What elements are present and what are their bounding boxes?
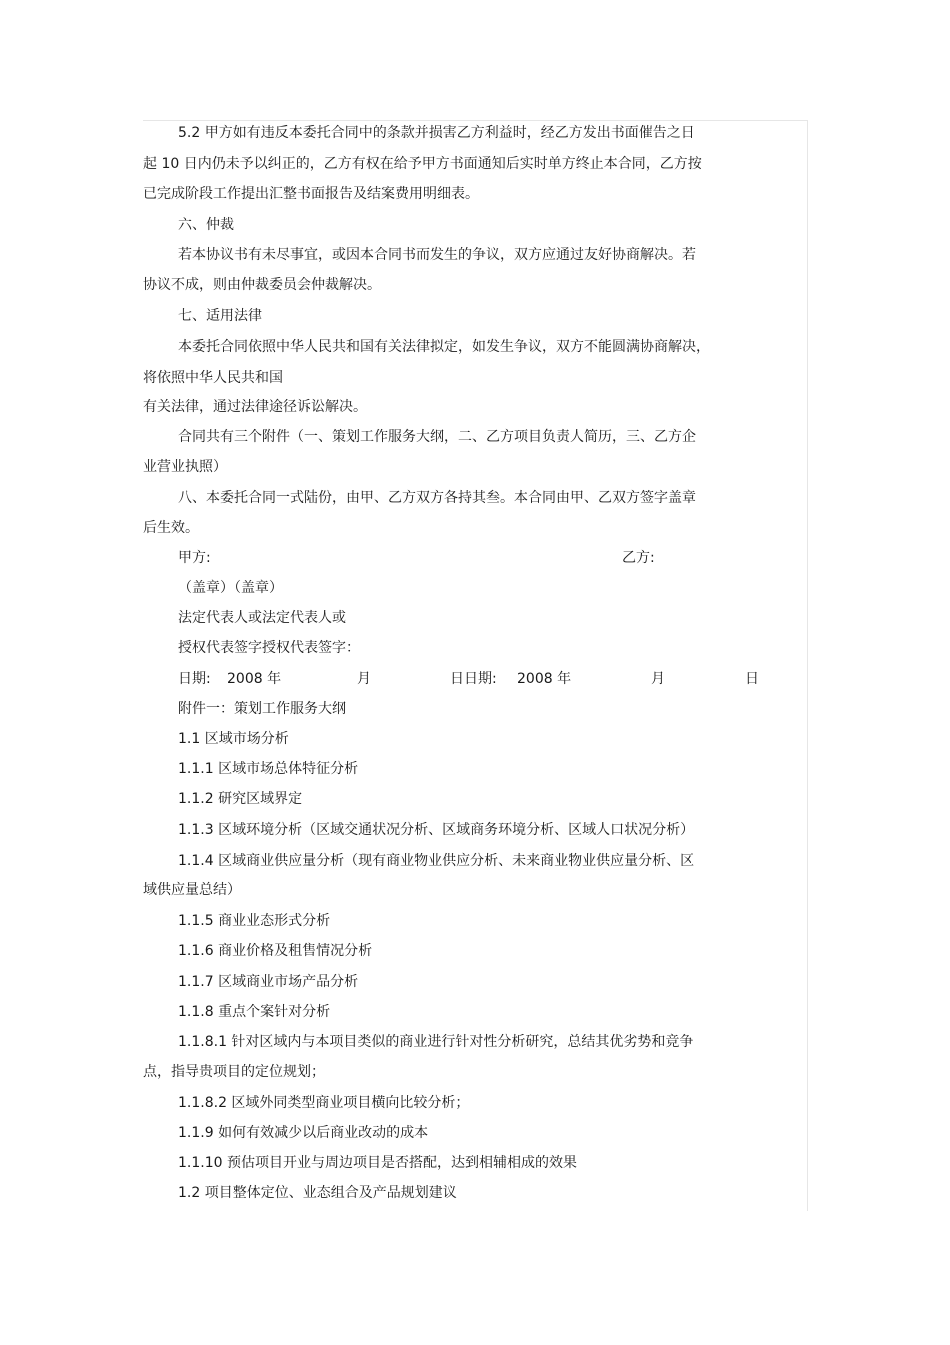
text-line: 法定代表人或法定代表人或 — [178, 610, 346, 626]
text-line: 八、本委托合同一式陆份，由甲、乙方双方各持其叁。本合同由甲、乙双方签字盖章 — [178, 490, 696, 506]
text-line: 1.1.8.2 区域外同类型商业项目横向比较分析； — [178, 1095, 470, 1111]
text-line: 5.2 甲方如有违反本委托合同中的条款并损害乙方利益时，经乙方发出书面催告之日 — [178, 125, 695, 141]
date-year-b: 2008 年 — [517, 671, 572, 687]
date-year-a: 2008 年 — [227, 671, 282, 687]
text-line: 协议不成，则由仲裁委员会仲裁解决。 — [143, 277, 381, 293]
text-line: 六、仲裁 — [178, 217, 234, 233]
text-line: 1.2 项目整体定位、业态组合及产品规划建议 — [178, 1185, 457, 1201]
date-day-date-b: 日日期: — [450, 671, 497, 687]
text-line: 1.1.5 商业业态形式分析 — [178, 913, 331, 929]
text-line: 1.1.3 区域环境分析（区域交通状况分析、区域商务环境分析、区域人口状况分析） — [178, 822, 695, 838]
text-line: 合同共有三个附件（一、策划工作服务大纲，二、乙方项目负责人简历，三、乙方企 — [178, 429, 696, 445]
text-line: 1.1.6 商业价格及租售情况分析 — [178, 943, 373, 959]
text-line: 有关法律，通过法律途径诉讼解决。 — [143, 399, 367, 415]
text-line: （盖章）（盖章） — [178, 580, 283, 596]
text-line: 点，指导贵项目的定位规划； — [143, 1064, 325, 1080]
text-line: 附件一：策划工作服务大纲 — [178, 701, 346, 717]
text-line: 后生效。 — [143, 520, 199, 536]
text-line: 1.1.8.1 针对区域内与本项目类似的商业进行针对性分析研究，总结其优劣势和竞争 — [178, 1034, 694, 1050]
party-b-label: 乙方: — [622, 550, 655, 566]
text-line: 1.1.10 预估项目开业与周边项目是否搭配，达到相辅相成的效果 — [178, 1155, 577, 1171]
text-line: 将依照中华人民共和国 — [143, 370, 283, 386]
text-line: 已完成阶段工作提出汇整书面报告及结案费用明细表。 — [143, 186, 479, 202]
date-month-a: 月 — [357, 671, 371, 687]
text-line: 1.1.4 区域商业供应量分析（现有商业物业供应分析、未来商业物业供应量分析、区 — [178, 853, 695, 869]
text-line: 七、适用法律 — [178, 308, 262, 324]
text-line: 起 10 日内仍未予以纠正的，乙方有权在给予甲方书面通知后实时单方终止本合同，乙方按 — [143, 156, 702, 172]
text-line: 若本协议书有未尽事宜，或因本合同书而发生的争议，双方应通过友好协商解决。若 — [178, 247, 696, 263]
text-line: 1.1.1 区域市场总体特征分析 — [178, 761, 359, 777]
party-a-label: 甲方: — [178, 550, 211, 566]
text-line: 1.1.9 如何有效减少以后商业改动的成本 — [178, 1125, 429, 1141]
text-line: 1.1.8 重点个案针对分析 — [178, 1004, 331, 1020]
date-day-b: 日 — [745, 671, 759, 687]
text-line: 域供应量总结） — [143, 882, 241, 898]
text-line: 1.1.7 区域商业市场产品分析 — [178, 974, 359, 990]
text-line: 本委托合同依照中华人民共和国有关法律拟定，如发生争议，双方不能圆满协商解决， — [178, 339, 710, 355]
date-month-b: 月 — [651, 671, 665, 687]
text-line: 授权代表签字授权代表签字： — [178, 640, 360, 656]
text-line: 业营业执照） — [143, 459, 227, 475]
text-line: 1.1.2 研究区域界定 — [178, 791, 303, 807]
text-line: 1.1 区域市场分析 — [178, 731, 289, 747]
date-label-a: 日期: — [178, 671, 211, 687]
